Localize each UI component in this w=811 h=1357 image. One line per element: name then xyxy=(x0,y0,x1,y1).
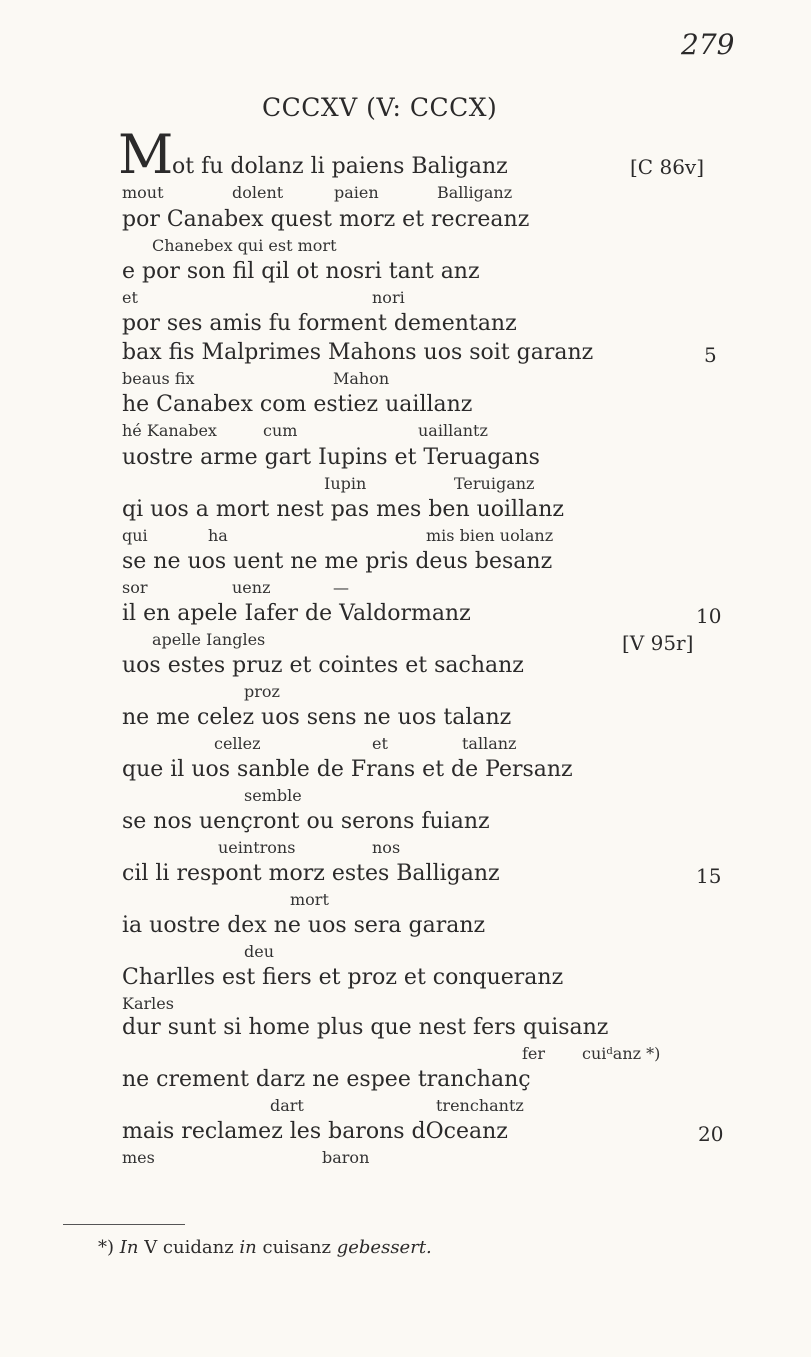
variant: et xyxy=(122,288,138,307)
variant: sor xyxy=(122,578,148,597)
variant: semble xyxy=(244,786,302,805)
verse-line-7: uostre arme gart Iupins et Teruagans xyxy=(122,445,540,470)
section-heading: CCCXV (V: CCCX) xyxy=(262,93,498,122)
footnote-text: cuisanz xyxy=(262,1237,331,1258)
verse-line-11: uos estes pruz et cointes et sachanz xyxy=(122,653,524,678)
verse-line-14: se nos uençront ou serons fuianz xyxy=(122,809,490,834)
variant: ha xyxy=(208,526,228,545)
variant: et xyxy=(372,734,388,753)
verse-line-4: por ses amis fu forment dementanz xyxy=(122,311,517,336)
footnote-italic: in xyxy=(239,1237,257,1258)
variant: beaus fix xyxy=(122,369,195,388)
variant: qui xyxy=(122,526,148,545)
manuscript-ref-c: [C 86v] xyxy=(630,155,705,179)
variant: cum xyxy=(263,421,298,440)
variant: mout xyxy=(122,183,164,202)
page-number: 279 xyxy=(681,28,735,61)
variant: mis bien uolanz xyxy=(426,526,554,545)
variant: dolent xyxy=(232,183,284,202)
variant: mort xyxy=(290,890,329,909)
verse-line-10: il en apele Iafer de Valdormanz xyxy=(122,601,471,626)
verse-line-15: cil li respont morz estes Balliganz xyxy=(122,861,500,886)
footnote xyxy=(98,1237,432,1258)
variant: cellez xyxy=(214,734,261,753)
verse-line-19: ne crement darz ne espee tranchanç xyxy=(122,1067,531,1092)
variant: Balliganz xyxy=(437,183,513,202)
variant: fer xyxy=(522,1044,546,1063)
line-number-10: 10 xyxy=(696,604,722,628)
variant: uenz xyxy=(232,578,271,597)
variant: — xyxy=(333,578,349,597)
variant: Mahon xyxy=(333,369,390,388)
verse-line-13: que il uos sanble de Frans et de Persanz xyxy=(122,757,573,782)
verse-line-6: he Canabex com estiez uaillanz xyxy=(122,392,473,417)
verse-line-9: se ne uos uent ne me pris deus besanz xyxy=(122,549,553,574)
variant: Karles xyxy=(122,994,174,1013)
variant: ueintrons xyxy=(218,838,296,857)
verse-line-17: Charlles est fiers et proz et conqueranz xyxy=(122,965,564,990)
variant: proz xyxy=(244,682,280,701)
verse-line-5: bax fis Malprimes Mahons uos soit garanz xyxy=(122,340,594,365)
variant: Chanebex qui est mort xyxy=(152,236,337,255)
verse-line-8: qi uos a mort nest pas mes ben uoillanz xyxy=(122,497,564,522)
variant: trenchantz xyxy=(436,1096,524,1115)
verse-line-12: ne me celez uos sens ne uos talanz xyxy=(122,705,512,730)
verse-line-1: ot fu dolanz li paiens Baliganz xyxy=(172,154,508,179)
variant: hé Kanabex xyxy=(122,421,217,440)
verse-line-16: ia uostre dex ne uos sera garanz xyxy=(122,913,486,938)
variant: tallanz xyxy=(462,734,517,753)
footnote-rule xyxy=(63,1224,185,1225)
footnote-italic: gebessert. xyxy=(336,1237,432,1258)
variant: paien xyxy=(334,183,379,202)
variant: nori xyxy=(372,288,405,307)
variant: mes xyxy=(122,1148,155,1167)
manuscript-ref-v: [V 95r] xyxy=(622,631,694,655)
variant: dart xyxy=(270,1096,304,1115)
line-number-20: 20 xyxy=(698,1122,724,1146)
variant: baron xyxy=(322,1148,370,1167)
variant: apelle Iangles xyxy=(152,630,266,649)
variant: uaillantz xyxy=(418,421,488,440)
verse-line-20: mais reclamez les barons dOceanz xyxy=(122,1119,508,1144)
verse-line-2: por Canabex quest morz et recreanz xyxy=(122,207,530,232)
line-number-15: 15 xyxy=(696,864,722,888)
footnote-italic: In xyxy=(119,1237,139,1258)
footnote-text: V cuidanz xyxy=(144,1237,234,1258)
verse-line-3: e por son fil qil ot nosri tant anz xyxy=(122,259,480,284)
variant: deu xyxy=(244,942,275,961)
verse-line-18: dur sunt si home plus que nest fers quisanz xyxy=(122,1015,609,1040)
variant: nos xyxy=(372,838,401,857)
line-number-5: 5 xyxy=(704,343,717,367)
variant: cuiᵈanz *) xyxy=(582,1044,661,1063)
drop-initial: M xyxy=(118,123,174,186)
variant: Iupin xyxy=(324,474,367,493)
variant: Teruiganz xyxy=(454,474,535,493)
footnote-mark: *) xyxy=(98,1237,115,1258)
